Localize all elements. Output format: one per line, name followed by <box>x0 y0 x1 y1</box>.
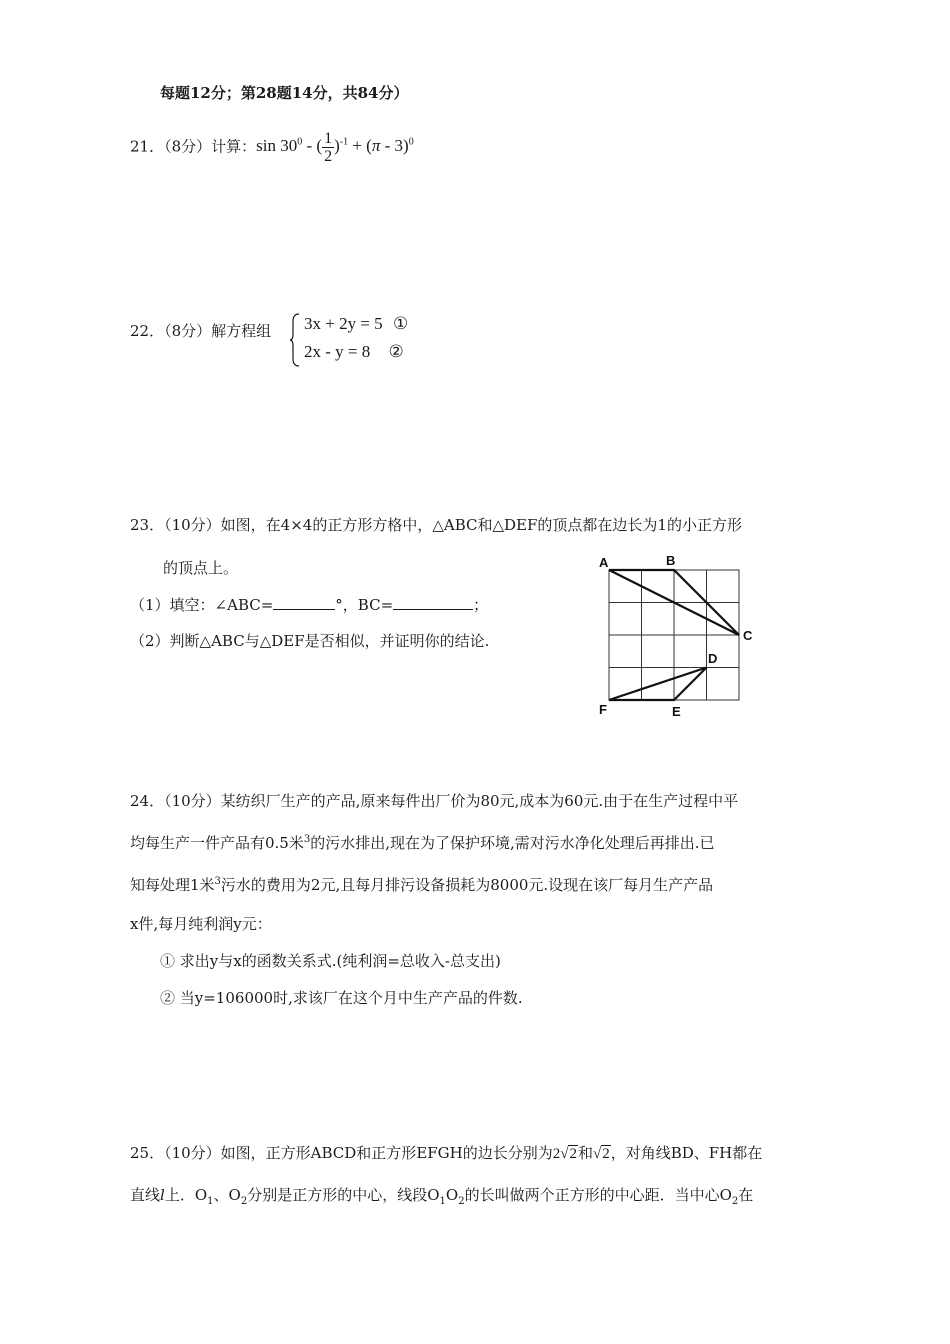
label-d: D <box>708 651 718 666</box>
q25-line-1 <box>130 1142 762 1163</box>
q21-frac-num: 1 <box>324 130 333 147</box>
sqrt-a-coef: 2 <box>552 1146 561 1162</box>
q22-prefix: 22．（8分）解方程组 <box>130 322 272 340</box>
q25-line2-a: 直线 <box>130 1186 161 1204</box>
o2-sub: 2 <box>240 1196 248 1207</box>
q24-line2-b: 的污水排出,现在为了保护环境,需对污水净化处理后再排出.已 <box>310 834 715 852</box>
sqrt-b-radicand: 2 <box>602 1146 610 1162</box>
q24-line-1: 24．（10分）某纺织厂生产的产品,原来每件出厂价为80元,成本为60元.由于在生产过程中平 <box>130 792 739 810</box>
q21-close: ) <box>334 136 340 156</box>
q21-prefix: 21．（8分）计算： <box>130 137 257 156</box>
sqrt-2: √2 <box>592 1146 610 1162</box>
q25-line2-c: 、O <box>213 1186 241 1204</box>
q21-plus: + ( <box>348 136 372 156</box>
q21-pi: π <box>371 136 381 156</box>
q22-eq2-text: 2x - y = 8 <box>304 342 371 361</box>
o1-sub: 1 <box>207 1196 214 1207</box>
o1-sub-2: 1 <box>439 1196 446 1207</box>
q21-fraction <box>322 130 334 165</box>
bc-blank[interactable] <box>393 595 473 610</box>
q23-sub-1 <box>130 594 488 615</box>
sqrt-a-radicand: 2 <box>569 1146 577 1162</box>
q24-line-4: x件,每月纯利润y元： <box>130 915 272 933</box>
q24-line3-b: 污水的费用为2元,且每月排污设备损耗为8000元.设现在该厂每月生产产品 <box>220 876 714 894</box>
q25-line-2 <box>130 1184 753 1207</box>
q24-item-2: ② 当y=106000时,求该厂在这个月中生产产品的件数. <box>160 989 523 1007</box>
q24-line2-sup: 3 <box>303 834 311 845</box>
q22-equation-2 <box>304 342 404 362</box>
q24-line3-a: 知每处理1米 <box>130 876 215 894</box>
label-a: A <box>599 555 609 570</box>
o2-sub-2: 2 <box>458 1196 465 1207</box>
sqrt-2-2: 2√2 <box>552 1146 577 1162</box>
q23-line-2: 的顶点上。 <box>163 559 239 577</box>
q21-deg: 0 <box>297 136 303 148</box>
grid-figure <box>592 552 762 724</box>
q22-brace <box>289 313 301 367</box>
q22-eq1-text: 3x + 2y = 5 <box>304 314 383 333</box>
q24-line-3 <box>130 874 713 895</box>
q23-sub1-end: ； <box>473 596 489 614</box>
q21-minus: - ( <box>302 136 323 156</box>
angle-abc-blank[interactable] <box>273 595 335 610</box>
q25-line2-g: 在 <box>738 1186 754 1204</box>
q25-line2-e: O <box>445 1186 459 1204</box>
label-e: E <box>672 704 681 719</box>
q25-line1-b: ，对角线BD、FH都在 <box>610 1144 763 1162</box>
q22-equation-1 <box>304 314 408 334</box>
q21-exp-zero: 0 <box>408 136 414 148</box>
q25-line2-b: 上．O <box>164 1186 208 1204</box>
o2-sub-3: 2 <box>731 1196 739 1207</box>
label-f: F <box>599 702 607 717</box>
section-header: 每题12分；第28题14分，共84分） <box>160 84 409 102</box>
q23-sub1-mid: °，BC= <box>335 596 394 614</box>
q25-line2-d: 分别是正方形的中心，线段O <box>247 1186 440 1204</box>
q21-minus3: - 3) <box>380 136 409 156</box>
q21-frac-den: 2 <box>324 148 333 165</box>
q21-exp-neg1: -1 <box>339 136 349 148</box>
q21-expression <box>256 130 414 165</box>
line-l: l <box>160 1186 165 1204</box>
q24-line-2 <box>130 832 715 853</box>
q22-mark1: ① <box>392 314 409 333</box>
q25-line1-a: 25．（10分）如图，正方形ABCD和正方形EFGH的边长分别为 <box>130 1144 553 1162</box>
grid-lines <box>609 570 739 700</box>
question-21 <box>130 130 414 165</box>
label-c: C <box>743 628 753 643</box>
q25-and: 和 <box>577 1144 593 1162</box>
q22-mark2: ② <box>388 342 404 361</box>
q24-line3-sup: 3 <box>214 876 221 887</box>
label-b: B <box>666 553 676 568</box>
q23-sub1-label: （1）填空：∠ABC= <box>130 596 274 614</box>
q24-item-1: ① 求出y与x的函数关系式.(纯利润=总收入-总支出) <box>160 952 501 970</box>
q24-line2-a: 均每生产一件产品有0.5米 <box>130 834 304 852</box>
q21-sin: sin 30 <box>256 136 298 156</box>
q25-line2-f: 的长叫做两个正方形的中心距．当中心O <box>464 1186 732 1204</box>
q23-line-1: 23．（10分）如图，在4×4的正方形方格中，△ABC和△DEF的顶点都在边长为1的小正方形 <box>130 516 742 534</box>
q23-sub-2: （2）判断△ABC与△DEF是否相似，并证明你的结论. <box>130 632 490 650</box>
triangle-def <box>609 668 707 701</box>
